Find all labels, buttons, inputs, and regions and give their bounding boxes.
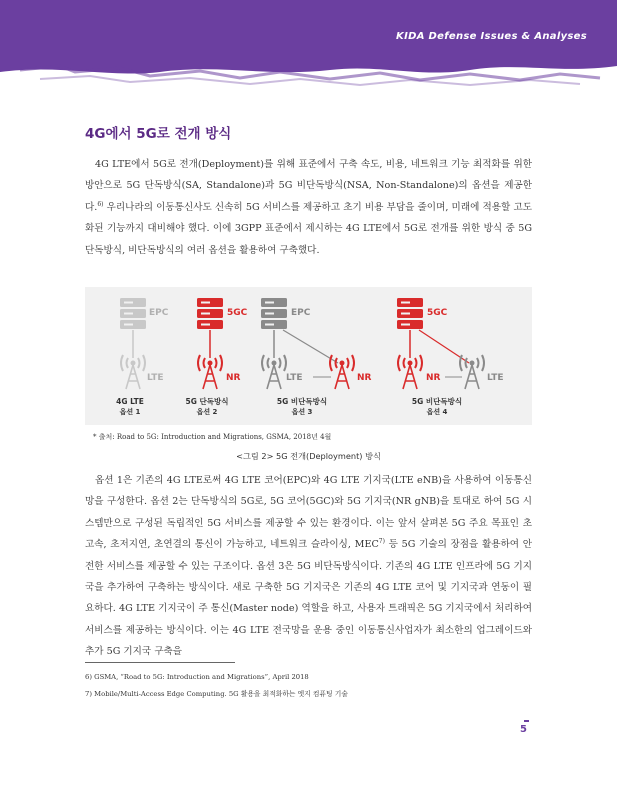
option4-5gc-label: 5GC: [427, 308, 448, 318]
option2-5gc-label: 5GC: [227, 308, 248, 318]
option1-lte-antenna-icon: [121, 355, 145, 389]
page-number-mark: [524, 720, 529, 722]
footnote-ref-7[interactable]: 7): [378, 538, 385, 546]
option4-5gc-server-icon: [397, 298, 423, 329]
option4-nr-label: NR: [426, 373, 441, 383]
deployment-diagram: [85, 287, 532, 425]
paragraph-options: [85, 470, 532, 663]
page-header: [0, 0, 617, 90]
option1-sub: 옵션 1: [119, 408, 141, 416]
deployment-figure: [85, 287, 532, 425]
figure-caption: <그림 2> 5G 전개(Deployment) 방식: [236, 451, 381, 461]
paragraph-options-text-2: 등 5G 기술의 장점을 활용하여 안전한 서비스를 제공할 수 있는 구조이다. 옵션 3은 5G 비단독방식이다. 기존의 4G LTE 인프라에 5G 기지국을 추가하여 구축하는 방식이다. 새로 구축한 5G 기지국은 기존의 4G LTE 코어 및 기지국과 연동이 필요하다. 4G LTE 기지국이 주 통신(Master node) 역할을 하고, 사용자 트래픽은 5G 기지국에서 처리하여 서비스를 제공하는 방식이다. 이는 4G LTE 전국망을 운용 중인 이동통신사업자가 최소한의 업그레이드와 추가 5G 기지국 구축을: [85, 539, 533, 658]
footnote-6: 6) GSMA, “Road to 5G: Introduction and Migrations”, April 2018: [85, 673, 309, 681]
option4-lte-label: LTE: [487, 373, 504, 383]
option4-sub: 옵션 4: [426, 408, 448, 416]
option2-sub: 옵션 2: [196, 408, 218, 416]
header-banner: [0, 0, 617, 90]
option3-lte-antenna-icon: [262, 355, 286, 389]
option3-name: 5G 비단독방식: [276, 397, 328, 406]
option4-nr-antenna-icon: [398, 355, 422, 389]
paragraph-intro-text-1: 4G LTE에서 5G로 전개(Deployment)를 위해 표준에서 구축 속도, 비용, 네트워크 기능 최적화를 위한 방안으로 5G 단독방식(SA, Standalone)과 5G 비단독방식(NSA, Non-Standalone)의 옵션을 제공한다.: [85, 159, 532, 213]
figure-source: * 출처: Road to 5G: Introduction and Migrations, GSMA, 2018년 4월: [93, 433, 332, 441]
option3-lte-label: LTE: [286, 373, 303, 383]
option3-nr-label: NR: [357, 373, 372, 383]
section-title: 4G에서 5G로 전개 방식: [85, 126, 232, 142]
option1-epc-server-icon: [120, 298, 146, 329]
option2-nr-antenna-icon: [198, 355, 222, 389]
option2-name: 5G 단독방식: [185, 397, 229, 406]
header-title: KIDA Defense Issues & Analyses: [396, 31, 587, 42]
footnote-7: 7) Mobile/Multi-Access Edge Computing. 5G 활용을 최적화하는 엣지 컴퓨팅 기술: [85, 690, 348, 698]
option4-name: 5G 비단독방식: [411, 397, 463, 406]
option1-lte-label: LTE: [147, 373, 164, 383]
option2-nr-label: NR: [226, 373, 241, 383]
footnote-divider: [85, 662, 235, 663]
footnote-ref-6[interactable]: 6): [97, 200, 104, 208]
option3-sub: 옵션 3: [291, 408, 313, 416]
paragraph-intro: [85, 154, 532, 261]
paragraph-intro-text-2: 우리나라의 이동통신사도 신속히 5G 서비스를 제공하고 초기 비용 부담을 줄이며, 미래에 적용할 고도화된 기능까지 대비해야 했다. 이에 3GPP 표준에서 제시하는 4G LTE에서 5G로 전개를 위한 방식 중 5G 단독방식, 비단독방식의 여러 옵션을 활용하여 구축했다.: [85, 201, 532, 256]
paragraph-options-text-1: 옵션 1은 기존의 4G LTE로써 4G LTE 코어(EPC)와 4G LTE 기지국(LTE eNB)을 사용하여 이동통신망을 구성한다. 옵션 2는 단독방식의 5G로, 5G 코어(5GC)와 5G 기지국(NR gNB)을 토대로 하여 5G 시스템만으로 구성된 독립적인 5G 서비스를 제공할 수 있는 환경이다. 이는 앞서 살펴본 5G 주요 목표인 초고속, 초저지연, 초연결의 통신이 가능하고, 네트워크 슬라이싱, MEC: [85, 475, 532, 551]
option3-epc-label: EPC: [291, 308, 311, 318]
option1-name: 4G LTE: [116, 397, 144, 406]
page-number: 5: [520, 724, 527, 735]
option2-5gc-server-icon: [197, 298, 223, 329]
option3-epc-server-icon: [261, 298, 287, 329]
option1-epc-label: EPC: [149, 308, 169, 318]
